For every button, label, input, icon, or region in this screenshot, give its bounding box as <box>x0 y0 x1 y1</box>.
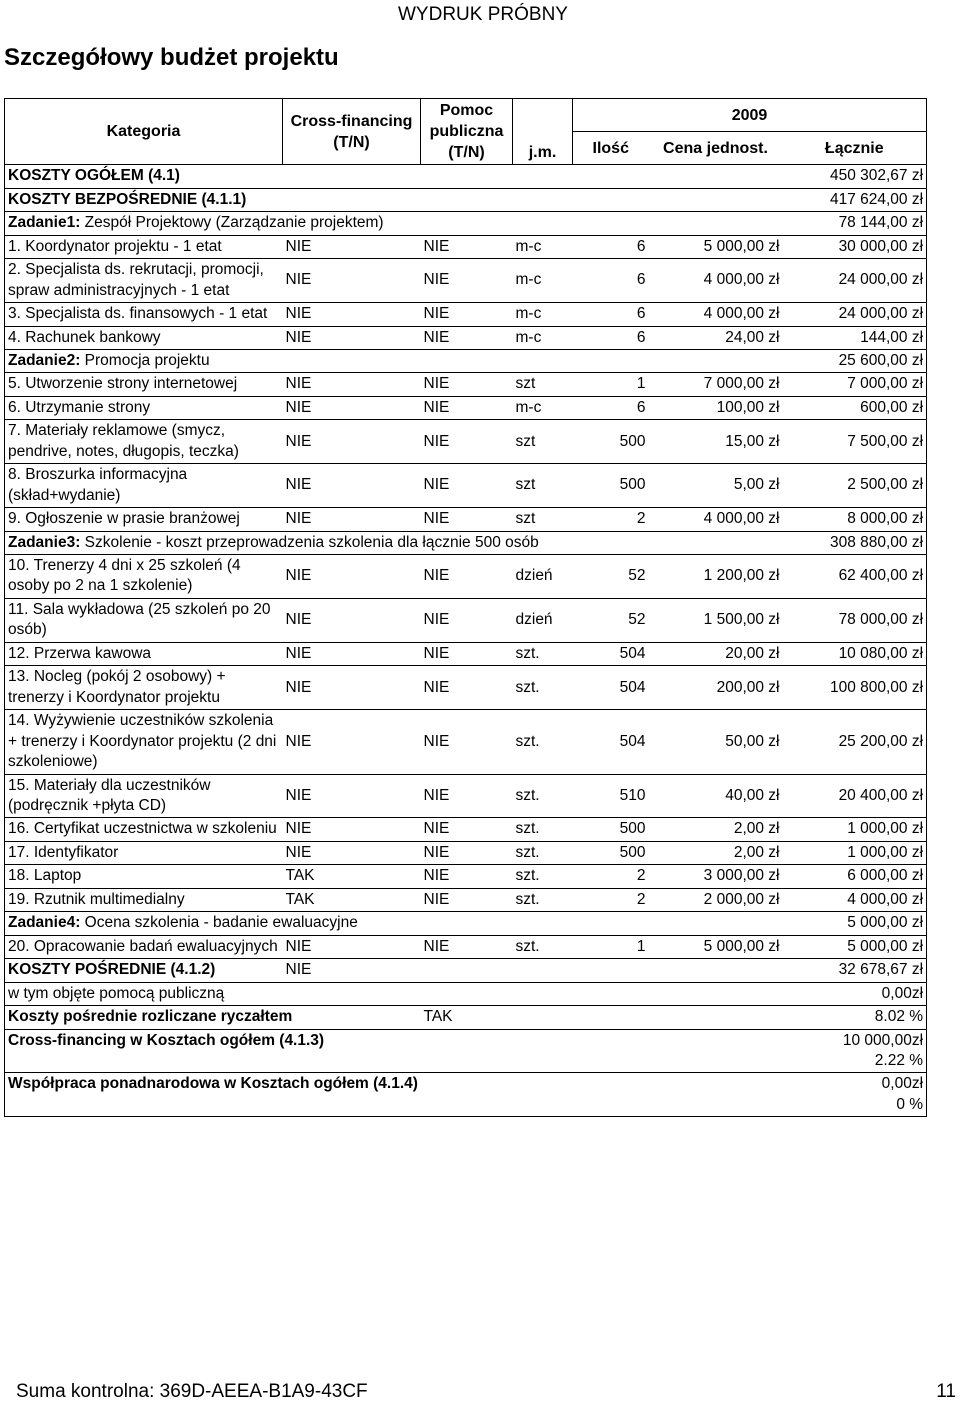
indirect-total: 32 678,67 zł <box>783 959 927 982</box>
item-unit-price: 2,00 zł <box>649 818 783 841</box>
item-public-aid: NIE <box>421 555 513 599</box>
item-public-aid: NIE <box>421 666 513 710</box>
summary-row <box>5 188 927 211</box>
item-cross-financing: NIE <box>283 326 421 349</box>
indirect-row <box>5 959 927 982</box>
item-name: 10. Trenerzy 4 dni x 25 szkoleń (4 osoby po 2 na 1 szkolenie) <box>5 555 283 599</box>
task-number: Zadanie2: <box>8 351 81 369</box>
item-row <box>5 598 927 642</box>
item-total: 144,00 zł <box>783 326 927 349</box>
summary-label: KOSZTY BEZPOŚREDNIE (4.1.1) <box>5 188 783 211</box>
item-public-aid: NIE <box>421 303 513 326</box>
item-unit-price: 1 500,00 zł <box>649 598 783 642</box>
item-total: 24 000,00 zł <box>783 303 927 326</box>
indirect-label: KOSZTY POŚREDNIE (4.1.2) <box>5 959 283 982</box>
item-name: 11. Sala wykładowa (25 szkoleń po 20 osób) <box>5 598 283 642</box>
item-quantity: 6 <box>573 259 649 303</box>
item-name: 1. Koordynator projektu - 1 etat <box>5 235 283 258</box>
item-unit-price: 2,00 zł <box>649 841 783 864</box>
item-unit-price: 20,00 zł <box>649 642 783 665</box>
task-label <box>5 212 783 235</box>
item-quantity: 1 <box>573 373 649 396</box>
item-unit-price: 100,00 zł <box>649 396 783 419</box>
item-row <box>5 710 927 774</box>
indirect-cross-financing: NIE <box>283 959 421 982</box>
item-unit-price: 1 200,00 zł <box>649 555 783 599</box>
item-unit-price: 24,00 zł <box>649 326 783 349</box>
item-unit-price: 15,00 zł <box>649 420 783 464</box>
item-cross-financing: NIE <box>283 508 421 531</box>
item-public-aid: NIE <box>421 235 513 258</box>
item-name: 14. Wyżywienie uczestników szkolenia + trenerzy i Koordynator projektu (2 dni szkoleniowe) <box>5 710 283 774</box>
item-name: 16. Certyfikat uczestnictwa w szkoleniu <box>5 818 283 841</box>
item-name: 4. Rachunek bankowy <box>5 326 283 349</box>
task-title: Promocja projektu <box>80 351 210 369</box>
item-row <box>5 555 927 599</box>
task-label <box>5 349 783 372</box>
item-public-aid: NIE <box>421 420 513 464</box>
item-quantity: 2 <box>573 865 649 888</box>
item-cross-financing: TAK <box>283 888 421 911</box>
item-unit-price: 5,00 zł <box>649 464 783 508</box>
transnational-amount: 0,00zł <box>881 1075 924 1093</box>
item-public-aid: NIE <box>421 841 513 864</box>
task-number: Zadanie1: <box>8 214 81 232</box>
col-header-jm: j.m. <box>528 144 557 162</box>
item-cross-financing: NIE <box>283 396 421 419</box>
item-total: 78 000,00 zł <box>783 598 927 642</box>
item-cross-financing: NIE <box>283 235 421 258</box>
col-header-cena: Cena jednost. <box>663 139 768 157</box>
item-unit: dzień <box>513 555 573 599</box>
item-unit: szt <box>513 464 573 508</box>
item-total: 6 000,00 zł <box>783 865 927 888</box>
item-unit-price: 7 000,00 zł <box>649 373 783 396</box>
item-unit: m-c <box>513 303 573 326</box>
item-cross-financing: NIE <box>283 666 421 710</box>
item-cross-financing: NIE <box>283 642 421 665</box>
col-header-year: 2009 <box>573 99 927 132</box>
item-unit: szt. <box>513 642 573 665</box>
item-unit-price: 3 000,00 zł <box>649 865 783 888</box>
item-quantity: 6 <box>573 326 649 349</box>
item-unit: m-c <box>513 235 573 258</box>
item-cross-financing: TAK <box>283 865 421 888</box>
item-total: 20 400,00 zł <box>783 774 927 818</box>
item-name: 18. Laptop <box>5 865 283 888</box>
item-quantity: 6 <box>573 303 649 326</box>
summary-total: 417 624,00 zł <box>783 188 927 211</box>
summary-label: KOSZTY OGÓŁEM (4.1) <box>5 165 783 188</box>
item-unit-price: 4 000,00 zł <box>649 303 783 326</box>
checksum: Suma kontrolna: 369D-AEEA-B1A9-43CF <box>16 1381 368 1402</box>
task-title: Zespół Projektowy (Zarządzanie projektem) <box>80 214 384 232</box>
item-row <box>5 326 927 349</box>
item-name: 13. Nocleg (pokój 2 osobowy) + trenerzy i Koordynator projektu <box>5 666 283 710</box>
item-unit: szt. <box>513 666 573 710</box>
item-public-aid: NIE <box>421 373 513 396</box>
col-header-cross-financing: Cross-financing (T/N) <box>283 99 421 165</box>
item-row <box>5 508 927 531</box>
transnational-percent: 0 % <box>896 1095 924 1113</box>
item-public-aid: NIE <box>421 935 513 958</box>
item-unit: szt. <box>513 935 573 958</box>
summary-total: 450 302,67 zł <box>783 165 927 188</box>
item-cross-financing: NIE <box>283 598 421 642</box>
item-total: 7 500,00 zł <box>783 420 927 464</box>
item-cross-financing: NIE <box>283 373 421 396</box>
item-unit-price: 40,00 zł <box>649 774 783 818</box>
item-quantity: 52 <box>573 598 649 642</box>
task-total: 78 144,00 zł <box>783 212 927 235</box>
item-quantity: 500 <box>573 420 649 464</box>
lump-sum-label: Koszty pośrednie rozliczane ryczałtem <box>5 1006 421 1029</box>
item-row <box>5 774 927 818</box>
item-unit: m-c <box>513 396 573 419</box>
item-unit: m-c <box>513 326 573 349</box>
budget-body <box>5 165 927 1117</box>
task-number: Zadanie3: <box>8 533 81 551</box>
item-row <box>5 935 927 958</box>
item-public-aid: NIE <box>421 774 513 818</box>
item-total: 7 000,00 zł <box>783 373 927 396</box>
item-total: 30 000,00 zł <box>783 235 927 258</box>
item-row <box>5 642 927 665</box>
lump-sum-value: TAK <box>421 1006 783 1029</box>
item-name: 9. Ogłoszenie w prasie branżowej <box>5 508 283 531</box>
item-quantity: 2 <box>573 888 649 911</box>
col-header-lacznie: Łącznie <box>824 139 884 157</box>
item-unit: szt <box>513 373 573 396</box>
col-header-ilosc: Ilość <box>573 132 649 165</box>
item-quantity: 500 <box>573 818 649 841</box>
item-cross-financing: NIE <box>283 935 421 958</box>
summary-row <box>5 165 927 188</box>
task-number: Zadanie4: <box>8 914 81 932</box>
item-total: 8 000,00 zł <box>783 508 927 531</box>
transnational-row <box>5 1073 927 1117</box>
item-row <box>5 666 927 710</box>
lump-sum-row <box>5 1006 927 1029</box>
item-quantity: 6 <box>573 396 649 419</box>
page-number: 11 <box>936 1381 956 1402</box>
item-name: 20. Opracowanie badań ewaluacyjnych <box>5 935 283 958</box>
item-total: 5 000,00 zł <box>783 935 927 958</box>
task-total: 308 880,00 zł <box>783 531 927 554</box>
item-total: 100 800,00 zł <box>783 666 927 710</box>
item-quantity: 52 <box>573 555 649 599</box>
item-name: 2. Specjalista ds. rekrutacji, promocji, spraw administracyjnych - 1 etat <box>5 259 283 303</box>
item-public-aid: NIE <box>421 396 513 419</box>
lump-sum-total: 8.02 % <box>783 1006 927 1029</box>
item-unit: dzień <box>513 598 573 642</box>
cross-financing-percent: 2.22 % <box>874 1052 924 1069</box>
task-label <box>5 531 783 554</box>
item-unit-price: 200,00 zł <box>649 666 783 710</box>
item-unit: szt. <box>513 710 573 774</box>
item-row <box>5 865 927 888</box>
item-name: 8. Broszurka informacyjna (skład+wydanie) <box>5 464 283 508</box>
item-unit: szt. <box>513 888 573 911</box>
cross-financing-amount: 10 000,00zł <box>842 1031 924 1049</box>
item-cross-financing: NIE <box>283 420 421 464</box>
item-cross-financing: NIE <box>283 818 421 841</box>
page-title: Szczegółowy budżet projektu <box>4 44 339 71</box>
item-public-aid: NIE <box>421 464 513 508</box>
item-row <box>5 841 927 864</box>
item-public-aid: NIE <box>421 598 513 642</box>
item-row <box>5 888 927 911</box>
cross-financing-values <box>783 1029 927 1073</box>
item-total: 62 400,00 zł <box>783 555 927 599</box>
task-row <box>5 531 927 554</box>
item-quantity: 504 <box>573 666 649 710</box>
item-unit: szt <box>513 420 573 464</box>
item-public-aid: NIE <box>421 710 513 774</box>
item-public-aid: NIE <box>421 818 513 841</box>
task-row <box>5 212 927 235</box>
item-quantity: 1 <box>573 935 649 958</box>
item-total: 1 000,00 zł <box>783 818 927 841</box>
item-public-aid: NIE <box>421 865 513 888</box>
item-total: 4 000,00 zł <box>783 888 927 911</box>
item-name: 3. Specjalista ds. finansowych - 1 etat <box>5 303 283 326</box>
col-header-pomoc-publiczna: Pomoc publiczna (T/N) <box>421 99 513 165</box>
item-cross-financing: NIE <box>283 303 421 326</box>
task-label <box>5 912 783 935</box>
item-row <box>5 303 927 326</box>
item-public-aid: NIE <box>421 888 513 911</box>
item-cross-financing: NIE <box>283 774 421 818</box>
public-aid-row <box>5 982 927 1005</box>
task-title: Ocena szkolenia - badanie ewaluacyjne <box>80 914 358 932</box>
item-cross-financing: NIE <box>283 259 421 303</box>
item-row <box>5 420 927 464</box>
task-row <box>5 349 927 372</box>
task-total: 5 000,00 zł <box>783 912 927 935</box>
item-public-aid: NIE <box>421 508 513 531</box>
item-name: 12. Przerwa kawowa <box>5 642 283 665</box>
item-unit-price: 50,00 zł <box>649 710 783 774</box>
item-public-aid: NIE <box>421 259 513 303</box>
public-aid-label: w tym objęte pomocą publiczną <box>5 982 783 1005</box>
item-quantity: 500 <box>573 464 649 508</box>
item-name: 17. Identyfikator <box>5 841 283 864</box>
item-unit-price: 5 000,00 zł <box>649 935 783 958</box>
item-row <box>5 396 927 419</box>
item-public-aid: NIE <box>421 326 513 349</box>
item-unit: szt. <box>513 841 573 864</box>
transnational-values <box>783 1073 927 1117</box>
task-row <box>5 912 927 935</box>
item-public-aid: NIE <box>421 642 513 665</box>
item-row <box>5 235 927 258</box>
item-quantity: 504 <box>573 642 649 665</box>
item-quantity: 6 <box>573 235 649 258</box>
item-name: 6. Utrzymanie strony <box>5 396 283 419</box>
item-row <box>5 818 927 841</box>
item-unit-price: 4 000,00 zł <box>649 508 783 531</box>
transnational-label: Współpraca ponadnarodowa w Kosztach ogółem (4.1.4) <box>5 1073 783 1117</box>
item-total: 10 080,00 zł <box>783 642 927 665</box>
item-unit-price: 5 000,00 zł <box>649 235 783 258</box>
item-name: 5. Utworzenie strony internetowej <box>5 373 283 396</box>
item-unit-price: 4 000,00 zł <box>649 259 783 303</box>
item-unit: szt. <box>513 774 573 818</box>
item-total: 25 200,00 zł <box>783 710 927 774</box>
item-name: 15. Materiały dla uczestników (podręcznik +płyta CD) <box>5 774 283 818</box>
item-name: 19. Rzutnik multimedialny <box>5 888 283 911</box>
item-cross-financing: NIE <box>283 464 421 508</box>
item-total: 2 500,00 zł <box>783 464 927 508</box>
col-header-kategoria: Kategoria <box>5 99 283 165</box>
item-quantity: 510 <box>573 774 649 818</box>
item-unit: szt. <box>513 818 573 841</box>
indirect-spacer <box>421 959 783 982</box>
item-quantity: 504 <box>573 710 649 774</box>
cross-financing-label: Cross-financing w Kosztach ogółem (4.1.3) <box>5 1029 783 1073</box>
item-row <box>5 464 927 508</box>
public-aid-total: 0,00zł <box>783 982 927 1005</box>
item-quantity: 2 <box>573 508 649 531</box>
item-unit: m-c <box>513 259 573 303</box>
task-total: 25 600,00 zł <box>783 349 927 372</box>
task-title: Szkolenie - koszt przeprowadzenia szkolenia dla łącznie 500 osób <box>80 533 539 551</box>
cross-financing-row <box>5 1029 927 1073</box>
watermark: WYDRUK PRÓBNY <box>398 4 568 25</box>
budget-table <box>4 98 927 1117</box>
item-total: 600,00 zł <box>783 396 927 419</box>
item-cross-financing: NIE <box>283 841 421 864</box>
item-cross-financing: NIE <box>283 710 421 774</box>
item-unit: szt. <box>513 865 573 888</box>
item-quantity: 500 <box>573 841 649 864</box>
item-unit-price: 2 000,00 zł <box>649 888 783 911</box>
item-row <box>5 373 927 396</box>
item-total: 24 000,00 zł <box>783 259 927 303</box>
item-total: 1 000,00 zł <box>783 841 927 864</box>
item-unit: szt <box>513 508 573 531</box>
item-name: 7. Materiały reklamowe (smycz, pendrive, notes, długopis, teczka) <box>5 420 283 464</box>
item-cross-financing: NIE <box>283 555 421 599</box>
item-row <box>5 259 927 303</box>
